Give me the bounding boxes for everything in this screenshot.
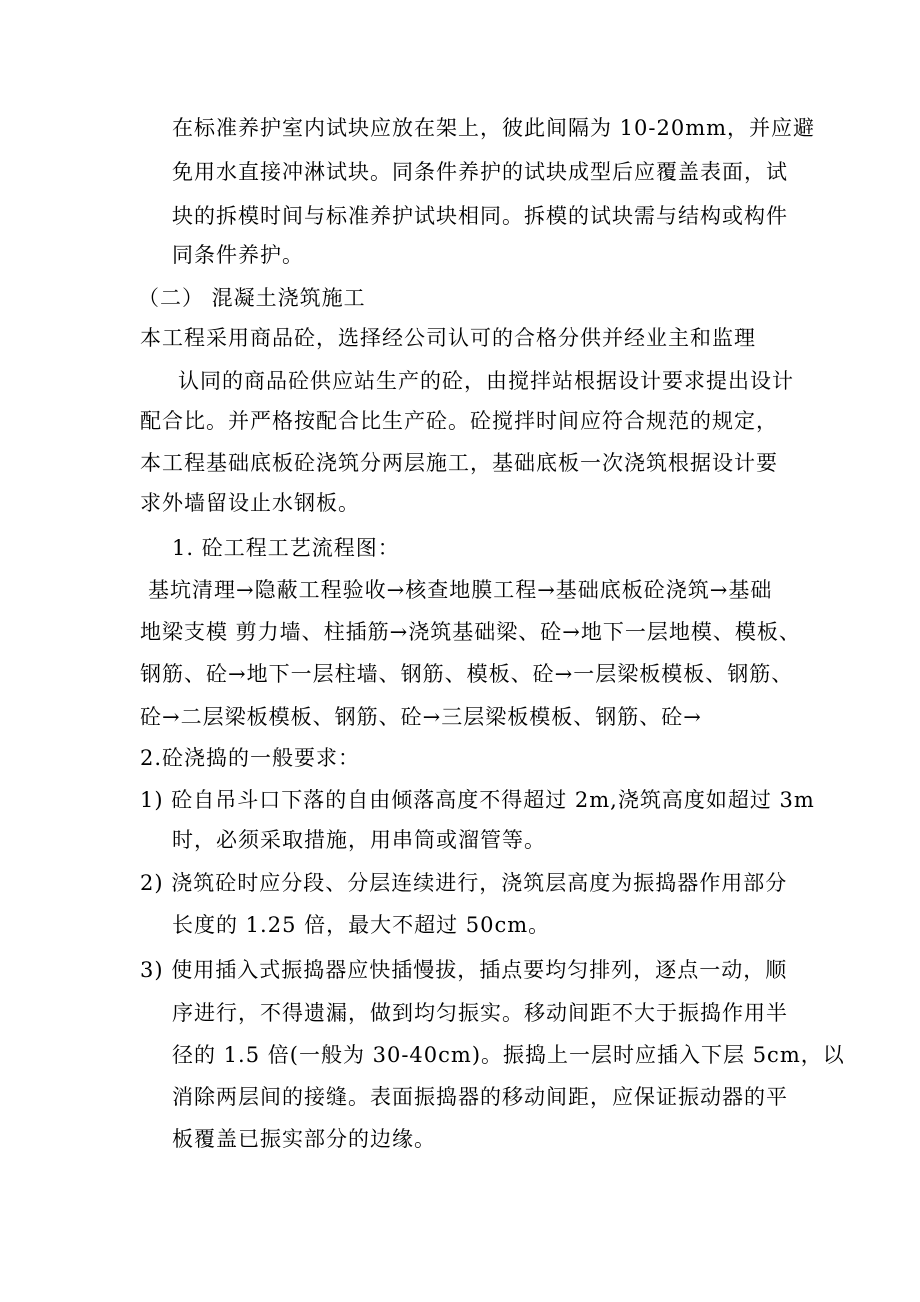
requirement-3-line-5: 板覆盖已振实部分的边缘。	[172, 1127, 436, 1151]
requirements-heading: 2.砼浇捣的一般要求：	[140, 746, 361, 770]
requirement-1-line-2: 时，必须采取措施，用串筒或溜管等。	[172, 828, 546, 852]
requirement-2-line-1: 2) 浇筑砼时应分段、分层连续进行，浇筑层高度为振捣器作用部分	[140, 871, 788, 895]
supply-paragraph-line-3: 配合比。并严格按配合比生产砼。砼搅拌时间应符合规范的规定，	[140, 409, 778, 433]
requirement-3-line-2: 序进行，不得遗漏，做到均匀振实。移动间距不大于振捣作用半	[172, 1001, 788, 1025]
requirement-1-line-1: 1) 砼自吊斗口下落的自由倾落高度不得超过 2m,浇筑高度如超过 3m	[140, 788, 815, 812]
flow-line-2: 地梁支模 剪力墙、柱插筋→浇筑基础梁、砼→地下一层地模、模板、	[140, 620, 801, 644]
curing-paragraph-line-1: 在标准养护室内试块应放在架上，彼此间隔为 10-20mm，并应避	[172, 116, 816, 140]
section-heading: （二） 混凝土浇筑施工	[138, 286, 366, 310]
curing-paragraph-line-2: 免用水直接冲淋试块。同条件养护的试块成型后应覆盖表面，试	[172, 160, 788, 184]
requirement-3-line-1: 3) 使用插入式振捣器应快插慢拔，插点要均匀排列，逐点一动，顺	[140, 958, 788, 982]
flow-line-4: 砼→二层梁板模板、钢筋、砼→三层梁板模板、钢筋、砼→	[140, 705, 702, 729]
flow-line-3: 钢筋、砼→地下一层柱墙、钢筋、模板、砼→一层梁板模板、钢筋、	[140, 662, 794, 686]
requirement-2-line-2: 长度的 1.25 倍，最大不超过 50cm。	[172, 913, 551, 937]
requirement-3-line-3: 径的 1.5 倍(一般为 30-40cm)。振捣上一层时应插入下层 5cm，以	[172, 1043, 845, 1067]
supply-paragraph-line-4: 本工程基础底板砼浇筑分两层施工，基础底板一次浇筑根据设计要	[140, 451, 778, 475]
flow-line-1: 基坑清理→隐蔽工程验收→核查地膜工程→基础底板砼浇筑→基础	[148, 578, 773, 602]
curing-paragraph-line-4: 同条件养护。	[172, 243, 304, 267]
curing-paragraph-line-3: 块的拆模时间与标准养护试块相同。拆模的试块需与结构或构件	[172, 204, 788, 228]
requirement-3-line-4: 消除两层间的接缝。表面振捣器的移动间距，应保证振动器的平	[172, 1085, 788, 1109]
supply-paragraph-line-2: 认同的商品砼供应站生产的砼，由搅拌站根据设计要求提出设计	[178, 369, 794, 393]
supply-paragraph-line-1: 本工程采用商品砼，选择经公司认可的合格分供并经业主和监理	[140, 326, 756, 350]
supply-paragraph-line-5: 求外墙留设止水钢板。	[140, 491, 360, 515]
flow-chart-heading: 1. 砼工程工艺流程图：	[172, 536, 400, 560]
